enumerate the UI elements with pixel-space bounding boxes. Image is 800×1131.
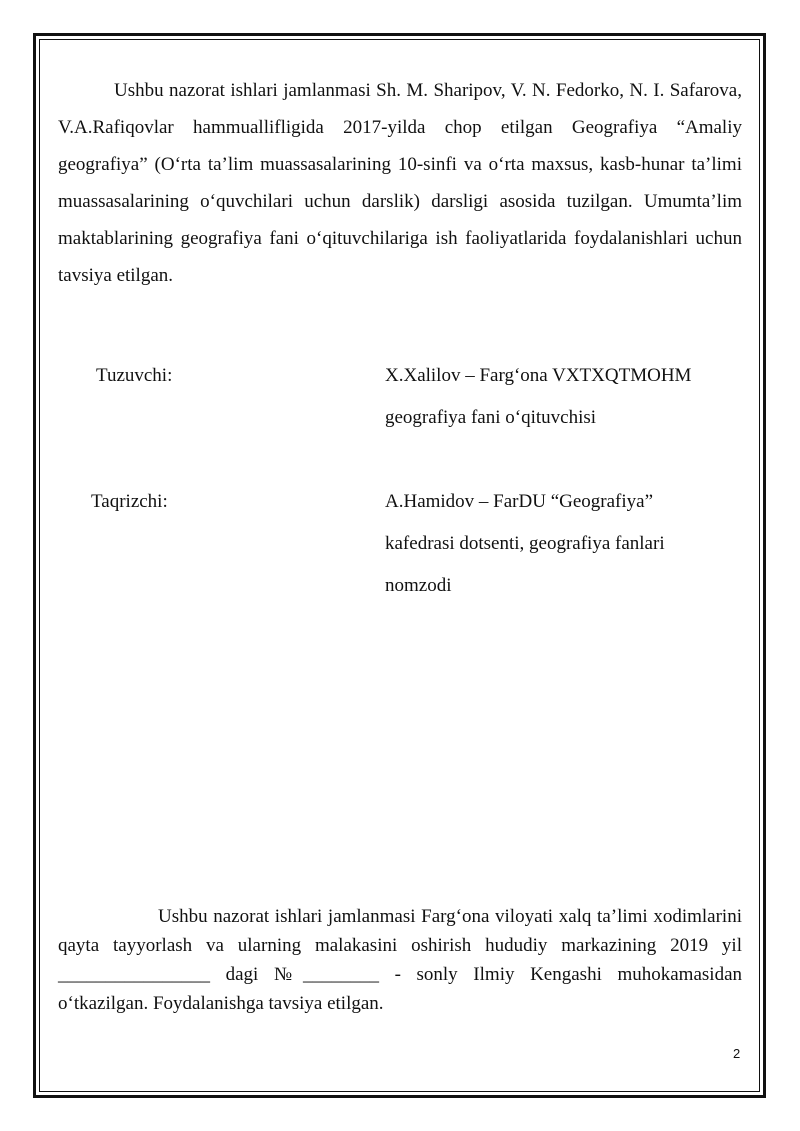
compiler-role-label: Tuzuvchi: [96,365,173,386]
reviewer-position-line: kafedrasi dotsenti, geografiya fanlari [385,533,665,554]
reviewer-name-line: A.Hamidov – FarDU “Geografiya” [385,491,654,512]
approval-paragraph: Ushbu nazorat ishlari jamlanmasi Farg‘ona viloyati xalq ta’limi xodimlarini qayta tayyorlash va ularning malakasini oshirish hududiy markazining 2019 yil ________________ dagi №________ - sonly Ilmiy Kengashi muhokamasidan o‘tkazilgan. Foydalanishga tavsiya etilgan. [58,906,742,1014]
page-number: 2 [733,1046,741,1061]
intro-paragraph: Ushbu nazorat ishlari jamlanmasi Sh. M. Sharipov, V. N. Fedorko, N. I. Safarova, V.A.Rafiqovlar hammuallifligida 2017-yilda chop etilgan Geografiya “Amaliy geografiya” (O‘rta ta’lim muassasalarining 10-sinfi va o‘rta maxsus, kasb-hunar ta’limi muassasalarining o‘quvchilari uchun darslik) darsligi asosida tuzilgan. Umumta’lim maktablarining geografiya fani o‘qituvchilariga ish faoliyatlarida foydalanishlari uchun tavsiya etilgan. [58,80,742,286]
reviewer-degree-line: nomzodi [385,575,452,596]
compiler-name-line: X.Xalilov – Farg‘ona VXTXQTMOHM [385,365,692,386]
compiler-position-line: geografiya fani o‘qituvchisi [385,407,597,428]
reviewer-role-label: Taqrizchi: [91,491,168,512]
